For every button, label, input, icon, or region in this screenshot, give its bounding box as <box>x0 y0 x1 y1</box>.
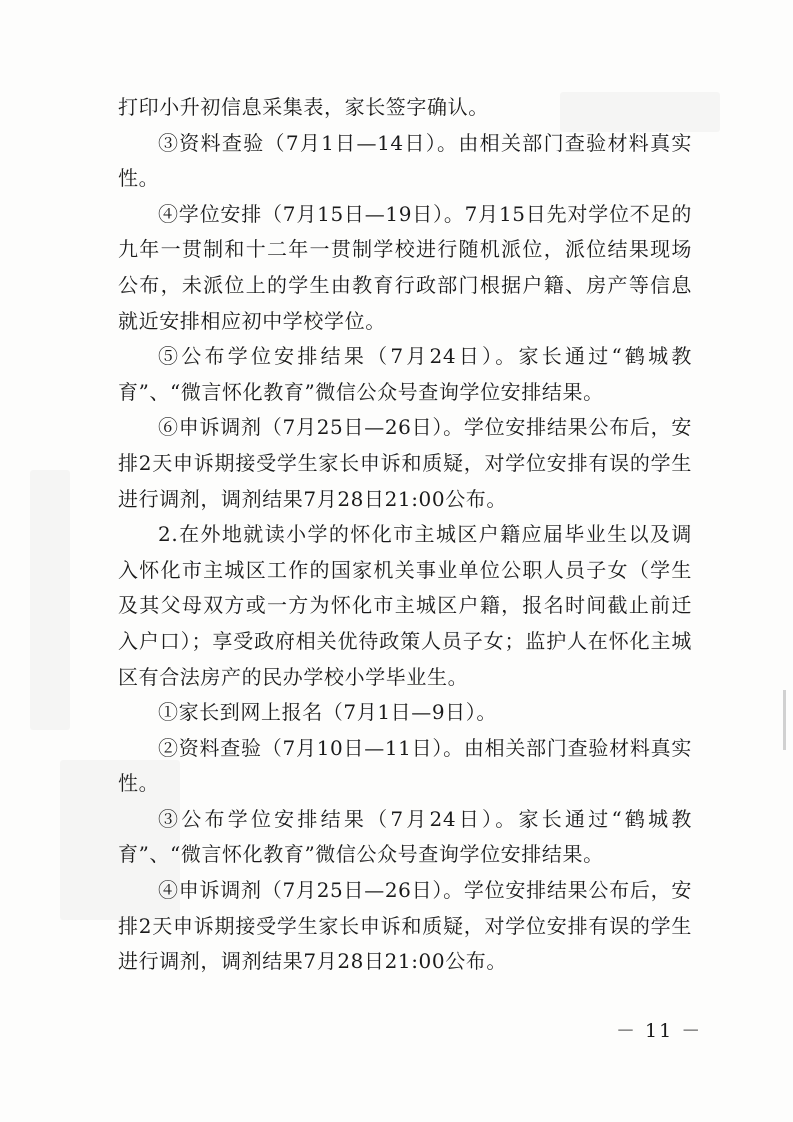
paragraph-8: ②资料查验（7月10日—11日）。由相关部门查验材料真实性。 <box>118 735 692 796</box>
paragraph-4: ⑤公布学位安排结果（7月24日）。家长通过“鹤城教育”、“微言怀化教育”微信公众号查询学位安排结果。 <box>118 344 692 404</box>
paragraph-5: ⑥申诉调剂（7月25日—26日）。学位安排结果公布后，安排2天申诉期接受学生家长申诉和质疑，对学位安排有误的学生进行调剂，调剂结果7月28日21:00公布。 <box>118 415 692 511</box>
paragraph-9: ③公布学位安排结果（7月24日）。家长通过“鹤城教育”、“微言怀化教育”微信公众号查询学位安排结果。 <box>118 806 692 867</box>
paragraph-2: ③资料查验（7月1日—14日）。由相关部门查验材料真实性。 <box>118 130 692 191</box>
document-body <box>118 90 692 980</box>
paragraph-6: 2.在外地就读小学的怀化市主城区户籍应届毕业生以及调入怀化市主城区工作的国家机关事业单位公职人员子女（学生及其父母双方或一方为怀化市主城区户籍，报名时间截止前迁入户口）；享受政府相关优待政策人员子女；监护人在怀化主城区有合法房产的民办学校小学毕业生。 <box>118 522 692 689</box>
page-number: － 11 － <box>616 1020 703 1042</box>
paragraph-3: ④学位安排（7月15日—19日）。7月15日先对学位不足的九年一贯制和十二年一贯制学校进行随机派位，派位结果现场公布，未派位上的学生由教育行政部门根据户籍、房产等信息就近安排相应初中学校学位。 <box>118 201 692 333</box>
paragraph-10: ④申诉调剂（7月25日—26日）。学位安排结果公布后，安排2天申诉期接受学生家长申诉和质疑，对学位安排有误的学生进行调剂，调剂结果7月28日21:00公布。 <box>118 878 692 974</box>
paragraph-1: 打印小升初信息采集表，家长签字确认。 <box>118 95 489 119</box>
scan-artifact <box>30 470 70 730</box>
scan-edge-mark <box>783 690 786 750</box>
paragraph-7: ①家长到网上报名（7月1日—9日）。 <box>158 700 497 725</box>
